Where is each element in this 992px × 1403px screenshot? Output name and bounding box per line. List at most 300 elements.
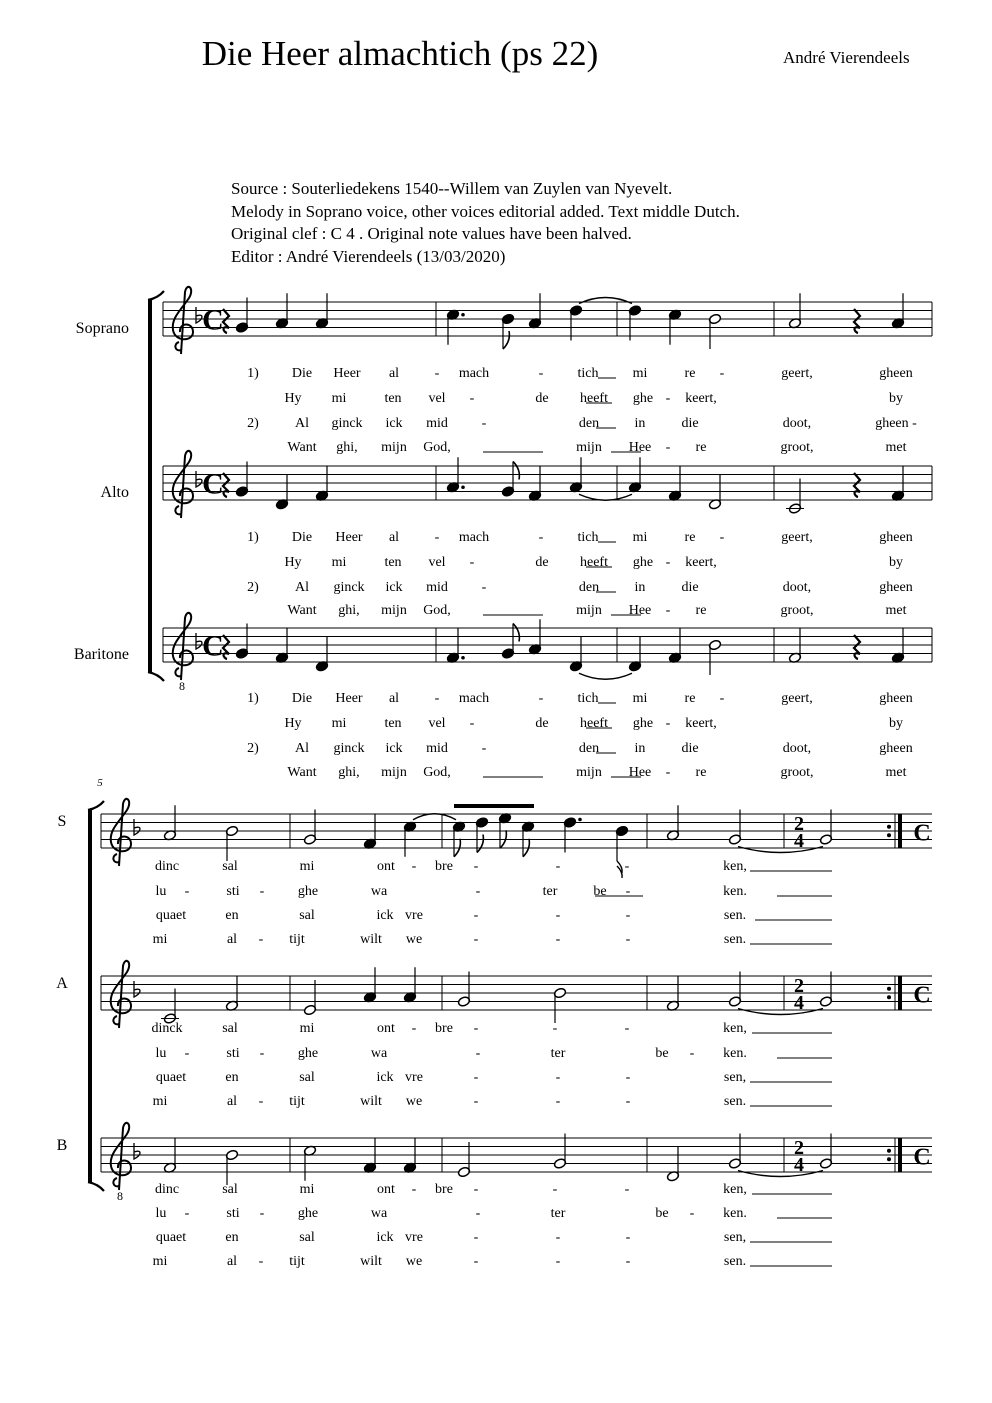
flat-icon (134, 819, 140, 835)
repeat-dot (887, 1157, 891, 1161)
voice-name: B (56, 1137, 68, 1154)
lyric-syllable: sen. (723, 932, 747, 947)
lyric-syllable: re (695, 440, 707, 455)
lyric-syllable: ken. (723, 1046, 747, 1061)
lyric-syllable: doot, (782, 580, 812, 595)
lyric-syllable: bre (435, 1021, 453, 1036)
lyric-syllable: - (719, 691, 725, 706)
lyric-syllable: met (885, 440, 907, 455)
note-dot (461, 656, 465, 660)
flat-icon (134, 981, 140, 997)
lyric-syllable: - (538, 530, 544, 545)
lyric-syllable: de (535, 555, 549, 570)
lyric-syllable: mi (331, 555, 347, 570)
bracket-hook (148, 672, 164, 681)
lyric-syllable: Die (291, 366, 313, 381)
lyric-syllable: ken. (723, 1206, 747, 1221)
lyric-syllable: gheen (879, 580, 913, 595)
lyric-syllable: 1) (247, 691, 259, 706)
lyric-syllable: in (634, 580, 646, 595)
lyric-syllable: - (665, 555, 671, 570)
note-flag (477, 835, 483, 853)
lyric-syllable: mi (152, 932, 168, 947)
voice-name: Alto (100, 484, 129, 501)
lyric-syllable: - (473, 908, 479, 923)
lyric-syllable: dinc (154, 1182, 180, 1197)
lyric-syllable: - (434, 366, 440, 381)
lyric-syllable: God, (423, 765, 451, 780)
lyric-syllable: vel (428, 391, 446, 406)
lyric-syllable: groot, (780, 765, 814, 780)
lyric-syllable: re (684, 366, 696, 381)
treble-clef-icon (173, 451, 193, 518)
lyric-syllable: mi (299, 859, 315, 874)
lyric-syllable: sti (226, 1206, 240, 1221)
lyric-syllable: mid (426, 580, 448, 595)
lyric-syllable: tijt (289, 932, 305, 947)
lyric-syllable: - (665, 603, 671, 618)
lyric-syllable: - (625, 1230, 631, 1245)
lyric-syllable: - (259, 1206, 265, 1221)
lyric-syllable: re (695, 603, 707, 618)
lyric-syllable: Want (287, 440, 317, 455)
lyric-syllable: wa (370, 1206, 388, 1221)
lyric-syllable: mijn (576, 603, 602, 618)
info-line: Original clef : C 4 . Original note values have been halved. (231, 224, 632, 243)
note-flag (513, 462, 519, 480)
lyric-syllable: quaet (155, 1230, 187, 1245)
lyric-syllable: - (473, 1182, 479, 1197)
quarter-rest-icon (223, 635, 229, 659)
repeat-dot (887, 825, 891, 829)
lyric-syllable: ginck (333, 741, 365, 756)
lyric-syllable: lu (155, 1206, 167, 1221)
lyric-syllable: sal (222, 1021, 238, 1036)
lyric-syllable: - (555, 932, 561, 947)
lyric-syllable: sal (299, 1230, 315, 1245)
lyric-syllable: mach (458, 691, 490, 706)
lyric-syllable: - (473, 1230, 479, 1245)
common-time-icon: C (913, 820, 931, 847)
lyric-syllable: ten (384, 716, 402, 731)
lyric-syllable: Hee (628, 440, 652, 455)
lyric-syllable: mi (152, 1094, 168, 1109)
lyric-syllable: doot, (782, 741, 812, 756)
lyric-syllable: gheen (879, 691, 913, 706)
lyric-syllable: tich (577, 530, 599, 545)
lyric-syllable: - (665, 765, 671, 780)
lyric-syllable: be (593, 884, 607, 899)
quarter-rest-icon (223, 473, 229, 497)
lyric-syllable: - (434, 691, 440, 706)
voice-name: A (56, 975, 68, 992)
lyric-syllable: - (624, 1182, 630, 1197)
lyric-syllable: ghe (632, 555, 654, 570)
lyric-syllable: al (226, 1254, 238, 1269)
lyric-syllable: mach (458, 366, 490, 381)
lyric-syllable: - (481, 741, 487, 756)
lyric-syllable: - (555, 859, 561, 874)
lyric-syllable: sen. (723, 1254, 747, 1269)
lyric-syllable: mi (331, 716, 347, 731)
lyric-syllable: geert, (781, 691, 813, 706)
lyric-syllable: gheen - (875, 416, 917, 431)
lyric-syllable: 2) (247, 741, 259, 756)
lyric-syllable: gheen (879, 366, 913, 381)
lyric-syllable: ghe (632, 391, 654, 406)
lyric-syllable: 2) (247, 416, 259, 431)
repeat-dot (887, 1149, 891, 1153)
lyric-syllable: quaet (155, 1070, 187, 1085)
lyric-syllable: be (655, 1046, 669, 1061)
flat-shape (196, 633, 202, 649)
info-line: Editor : André Vierendeels (13/03/2020) (231, 246, 506, 266)
lyric-syllable: mi (632, 691, 648, 706)
tie-arc (579, 494, 632, 500)
lyric-syllable: - (473, 1094, 479, 1109)
lyric-syllable: - (184, 1206, 190, 1221)
lyric-syllable: ghe (297, 884, 319, 899)
composer-name: André Vierendeels (783, 48, 910, 67)
note-dot (461, 313, 465, 317)
lyric-syllable: Al (295, 416, 309, 431)
lyric-syllable: met (885, 603, 907, 618)
lyric-syllable: mi (152, 1254, 168, 1269)
lyric-syllable: mijn (576, 765, 602, 780)
lyric-syllable: tijt (289, 1254, 305, 1269)
lyric-syllable: ghi, (336, 440, 358, 455)
lyric-syllable: ick (376, 1230, 394, 1245)
lyric-syllable: - (434, 530, 440, 545)
lyric-syllable: - (473, 859, 479, 874)
lyric-syllable: - (469, 716, 475, 731)
lyric-syllable: de (535, 391, 549, 406)
lyric-syllable: - (665, 391, 671, 406)
tie-arc (579, 673, 632, 679)
lyric-syllable: ginck (333, 580, 365, 595)
lyric-syllable: - (481, 580, 487, 595)
lyric-syllable: wilt (360, 1254, 382, 1269)
lyric-syllable: sal (299, 908, 315, 923)
lyric-syllable: ont (377, 1182, 395, 1197)
lyric-syllable: in (634, 741, 646, 756)
common-time-icon: C (202, 629, 224, 663)
lyric-syllable: Heer (335, 691, 363, 706)
tie-arc (738, 1171, 823, 1177)
lyric-syllable: - (469, 555, 475, 570)
lyric-syllable: - (625, 1254, 631, 1269)
lyric-syllable: - (624, 859, 630, 874)
lyric-syllable: 2) (247, 580, 259, 595)
lyric-syllable: wilt (360, 932, 382, 947)
lyric-syllable: - (552, 1182, 558, 1197)
lyric-syllable: ick (376, 1070, 394, 1085)
lyric-syllable: mach (458, 530, 490, 545)
lyric-syllable: groot, (780, 440, 814, 455)
lyric-syllable: bre (435, 1182, 453, 1197)
lyric-syllable: - (184, 884, 190, 899)
lyric-syllable: vre (405, 908, 423, 923)
tie-arc (413, 814, 456, 820)
lyric-syllable: - (258, 1094, 264, 1109)
lyric-syllable: God, (423, 440, 451, 455)
treble-clef-icon (111, 799, 131, 866)
lyric-syllable: Al (295, 741, 309, 756)
note-dot (461, 485, 465, 489)
lyric-syllable: - (481, 416, 487, 431)
treble-clef-icon (173, 287, 193, 354)
lyric-syllable: 1) (247, 530, 259, 545)
lyric-syllable: de (535, 716, 549, 731)
lyric-syllable: mid (426, 416, 448, 431)
treble-clef-icon (111, 1123, 131, 1190)
lyric-syllable: Heer (333, 366, 361, 381)
lyric-syllable: - (555, 1094, 561, 1109)
lyric-syllable: Hy (284, 555, 302, 570)
treble-clef-stroke (111, 799, 131, 866)
lyric-syllable: sen, (723, 1070, 747, 1085)
note-flag (503, 331, 509, 349)
lyric-syllable: - (625, 1094, 631, 1109)
lyric-syllable: vel (428, 555, 446, 570)
lyric-syllable: by (889, 391, 903, 406)
lyric-syllable: re (684, 691, 696, 706)
lyric-syllable: wa (370, 1046, 388, 1061)
treble-clef-stroke (173, 613, 193, 680)
flat-shape (134, 981, 140, 997)
lyric-syllable: Die (291, 691, 313, 706)
lyric-syllable: Hee (628, 765, 652, 780)
lyric-syllable: - (411, 859, 417, 874)
lyric-syllable: - (665, 716, 671, 731)
lyric-syllable: geert, (781, 366, 813, 381)
flat-icon (196, 307, 202, 323)
clef-octave-mark: 8 (179, 679, 185, 693)
common-time-icon: C (913, 982, 931, 1009)
lyric-syllable: - (258, 1254, 264, 1269)
time-signature-top: 2 (794, 975, 804, 997)
voice-name: Soprano (75, 320, 129, 337)
flat-icon (196, 633, 202, 649)
note-flag (513, 624, 519, 642)
lyric-syllable: - (625, 884, 631, 899)
lyric-syllable: - (624, 1021, 630, 1036)
lyric-syllable: ghe (297, 1206, 319, 1221)
lyric-syllable: Al (295, 580, 309, 595)
lyric-syllable: sal (299, 1070, 315, 1085)
bracket-hook (148, 291, 164, 300)
lyric-syllable: heeft (580, 716, 608, 731)
lyric-syllable: - (184, 1046, 190, 1061)
lyric-syllable: - (689, 1046, 695, 1061)
lyric-syllable: al (388, 530, 400, 545)
lyric-syllable: die (681, 580, 699, 595)
quarter-rest-icon (854, 635, 860, 659)
tie-arc (738, 1009, 823, 1015)
lyric-syllable: - (411, 1021, 417, 1036)
lyric-syllable: - (473, 1021, 479, 1036)
flat-shape (196, 471, 202, 487)
lyric-syllable: ken. (723, 884, 747, 899)
treble-clef-icon (173, 613, 193, 680)
lyric-syllable: keert, (685, 391, 717, 406)
lyric-syllable: Hee (628, 603, 652, 618)
lyric-syllable: ter (542, 884, 558, 899)
lyric-syllable: geert, (781, 530, 813, 545)
lyric-syllable: - (555, 1254, 561, 1269)
lyric-syllable: den (578, 416, 600, 431)
lyric-syllable: heeft (580, 555, 608, 570)
lyric-syllable: - (259, 1046, 265, 1061)
lyric-syllable: al (226, 932, 238, 947)
quarter-rest-icon (854, 473, 860, 497)
lyric-syllable: keert, (685, 716, 717, 731)
lyric-syllable: ghe (297, 1046, 319, 1061)
lyric-syllable: mi (632, 530, 648, 545)
lyric-syllable: en (225, 1070, 239, 1085)
lyric-syllable: God, (423, 603, 451, 618)
lyric-syllable: dinc (154, 859, 180, 874)
lyric-syllable: - (258, 932, 264, 947)
lyric-syllable: - (473, 1070, 479, 1085)
lyric-syllable: groot, (780, 603, 814, 618)
score-title: Die Heer almachtich (ps 22) (201, 34, 599, 73)
flat-shape (196, 307, 202, 323)
flat-icon (196, 471, 202, 487)
lyric-syllable: bre (435, 859, 453, 874)
lyric-syllable: dinck (151, 1021, 183, 1036)
treble-clef-stroke (173, 287, 193, 354)
lyric-syllable: met (885, 765, 907, 780)
lyric-syllable: ten (384, 391, 402, 406)
lyric-syllable: sal (222, 1182, 238, 1197)
lyric-syllable: vre (405, 1230, 423, 1245)
lyric-syllable: lu (155, 884, 167, 899)
lyric-syllable: ont (377, 1021, 395, 1036)
repeat-dot (887, 995, 891, 999)
lyric-syllable: gheen (879, 530, 913, 545)
lyric-syllable: doot, (782, 416, 812, 431)
lyric-syllable: ken, (723, 859, 747, 874)
lyric-syllable: die (681, 741, 699, 756)
lyric-syllable: - (473, 932, 479, 947)
common-time-icon: C (202, 467, 224, 501)
lyric-syllable: by (889, 555, 903, 570)
flat-shape (134, 1143, 140, 1159)
lyric-syllable: ginck (331, 416, 363, 431)
lyric-syllable: - (555, 908, 561, 923)
flat-shape (134, 819, 140, 835)
lyric-syllable: mijn (381, 765, 407, 780)
lyric-syllable: ter (550, 1046, 566, 1061)
lyric-syllable: wilt (360, 1094, 382, 1109)
lyric-syllable: tich (577, 366, 599, 381)
lyric-syllable: lu (155, 1046, 167, 1061)
lyric-syllable: mi (331, 391, 347, 406)
lyric-syllable: Hy (284, 716, 302, 731)
lyric-syllable: ken, (723, 1182, 747, 1197)
lyric-syllable: - (555, 1230, 561, 1245)
lyric-syllable: en (225, 1230, 239, 1245)
lyric-syllable: re (695, 765, 707, 780)
lyric-syllable: - (625, 1070, 631, 1085)
lyric-syllable: - (473, 1254, 479, 1269)
lyric-syllable: tijt (289, 1094, 305, 1109)
info-line: Melody in Soprano voice, other voices editorial added. Text middle Dutch. (231, 201, 740, 221)
lyric-syllable: ick (376, 908, 394, 923)
lyric-syllable: - (665, 440, 671, 455)
lyric-syllable: re (684, 530, 696, 545)
lyric-syllable: al (226, 1094, 238, 1109)
lyric-syllable: - (719, 366, 725, 381)
lyric-syllable: 1) (247, 366, 259, 381)
quarter-rest-icon (223, 309, 229, 333)
lyric-syllable: - (469, 391, 475, 406)
lyric-syllable: ick (385, 580, 403, 595)
lyric-syllable: Want (287, 765, 317, 780)
lyric-syllable: den (578, 741, 600, 756)
repeat-dot (887, 987, 891, 991)
lyric-syllable: tich (577, 691, 599, 706)
lyric-syllable: en (225, 908, 239, 923)
lyric-syllable: gheen (879, 741, 913, 756)
lyric-syllable: ter (550, 1206, 566, 1221)
lyric-syllable: in (634, 416, 646, 431)
lyric-syllable: den (578, 580, 600, 595)
lyric-syllable: vre (405, 1070, 423, 1085)
measure-number: 5 (97, 777, 103, 789)
lyric-syllable: heeft (580, 391, 608, 406)
note-beam (454, 804, 534, 808)
lyric-syllable: - (555, 1070, 561, 1085)
lyric-syllable: ken, (723, 1021, 747, 1036)
tie-arc (738, 847, 823, 853)
lyric-syllable: mijn (576, 440, 602, 455)
lyric-syllable: Heer (335, 530, 363, 545)
lyric-syllable: ghi, (338, 765, 360, 780)
lyric-syllable: sti (226, 1046, 240, 1061)
lyric-syllable: mijn (381, 603, 407, 618)
lyric-syllable: ont (377, 859, 395, 874)
lyric-syllable: al (388, 691, 400, 706)
common-time-icon: C (913, 1144, 931, 1171)
common-time-icon: C (202, 303, 224, 337)
lyric-syllable: sal (222, 859, 238, 874)
lyric-syllable: we (405, 1094, 423, 1109)
lyric-syllable: - (625, 908, 631, 923)
lyric-syllable: by (889, 716, 903, 731)
lyric-syllable: - (552, 1021, 558, 1036)
lyric-syllable: die (681, 416, 699, 431)
note-flag (617, 861, 622, 878)
lyric-syllable: - (719, 530, 725, 545)
lyric-syllable: mi (632, 366, 648, 381)
lyric-syllable: mid (426, 741, 448, 756)
lyric-syllable: keert, (685, 555, 717, 570)
time-signature-bottom: 4 (794, 830, 804, 852)
repeat-dot (887, 833, 891, 837)
treble-clef-stroke (111, 1123, 131, 1190)
lyric-syllable: ick (385, 741, 403, 756)
lyric-syllable: ten (384, 555, 402, 570)
time-signature-bottom: 4 (794, 1154, 804, 1176)
lyric-syllable: - (411, 1182, 417, 1197)
treble-clef-stroke (173, 451, 193, 518)
lyric-syllable: be (655, 1206, 669, 1221)
lyric-syllable: Hy (284, 391, 302, 406)
voice-name: S (57, 813, 67, 830)
lyric-syllable: - (475, 884, 481, 899)
